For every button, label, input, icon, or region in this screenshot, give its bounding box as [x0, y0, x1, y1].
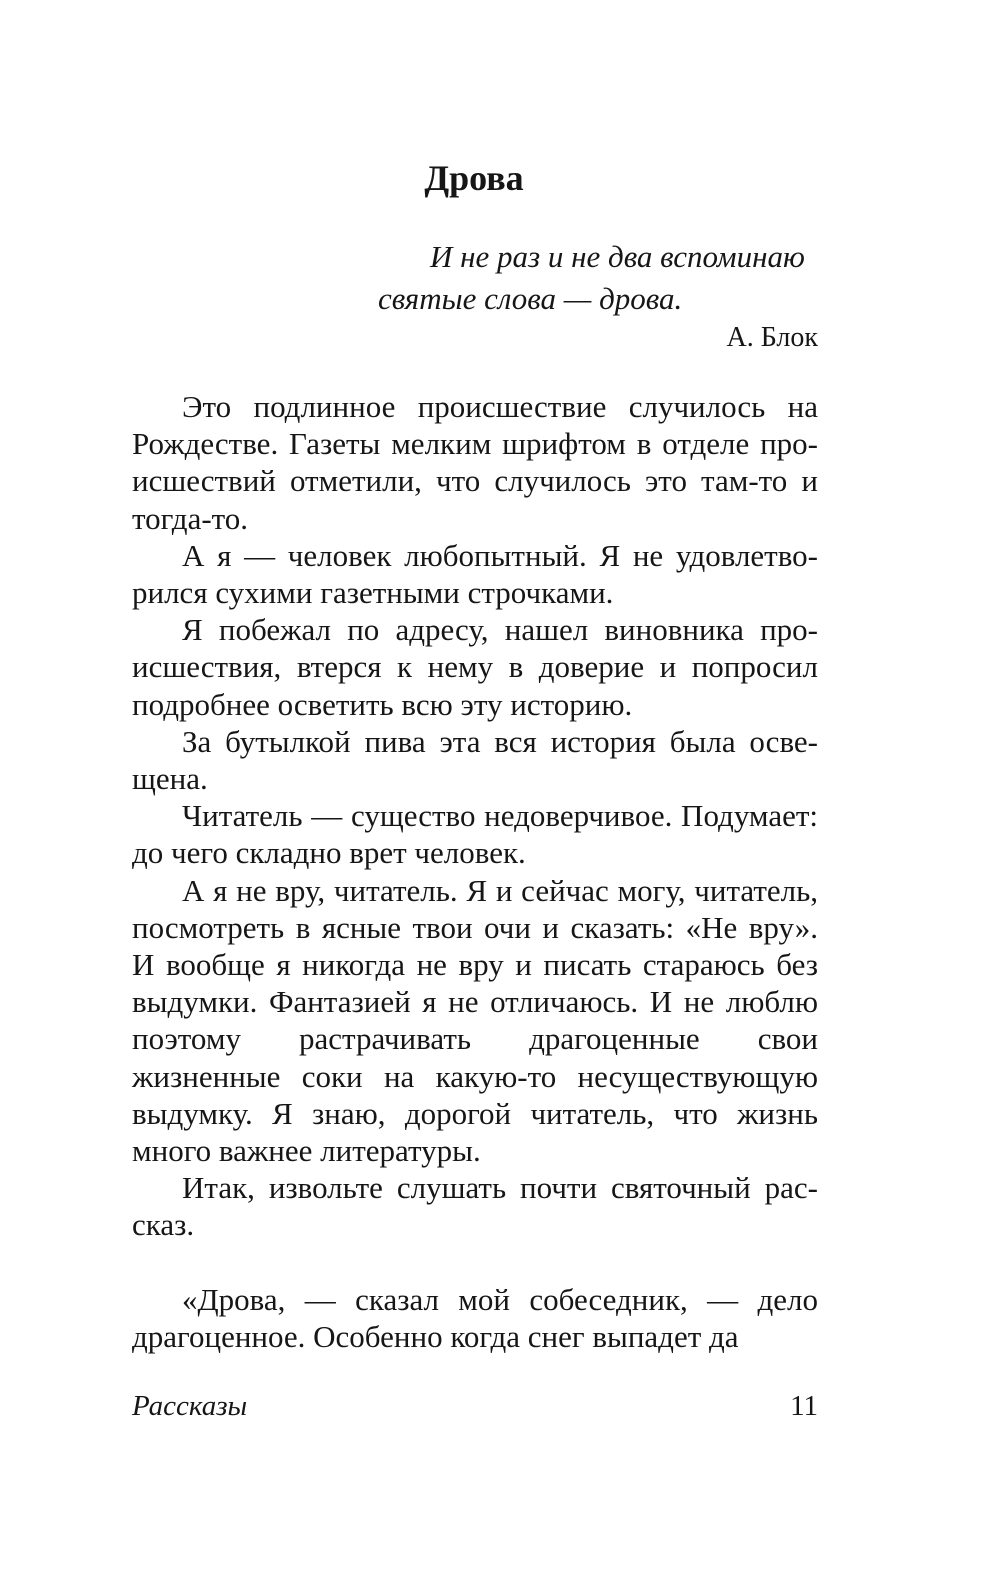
- paragraph: Я побежал по адресу, нашел виновника происшествия, втерся к нему в доверие и попросил подробнее осветить всю эту историю.: [132, 612, 818, 722]
- page-number: 11: [790, 1390, 818, 1422]
- paragraph: Итак, извольте слушать почти святочный рассказ.: [132, 1170, 818, 1243]
- paragraph: А я — человек любопытный. Я не удовлетворился сухими газетными строчками.: [132, 537, 818, 611]
- epigraph-line: святые слова — дрова.: [378, 281, 683, 316]
- story-text: [132, 388, 818, 1355]
- epigraph-author: А. Блок: [726, 322, 818, 353]
- running-footer-section: Рассказы: [132, 1390, 248, 1422]
- paragraph: Читатель — существо недоверчивое. Подумает: до чего складно врет человек.: [132, 798, 818, 871]
- epigraph-line: И не раз и не два вспоминаю: [430, 239, 805, 274]
- paragraph: «Дрова, — сказал мой собеседник, — дело драгоценное. Особенно когда снег выпадет да: [132, 1281, 818, 1354]
- paragraph: За бутылкой пива эта вся история была освещена.: [132, 723, 818, 797]
- paragraph: А я не вру, читатель. Я и сейчас могу, читатель, посмотреть в ясные твои очи и сказать: «Не вру». И вообще я никогда не вру и писать стараюсь без выдумки. Фантазией я не отличаюсь. И не люблю поэтому растрачивать драгоценные свои жизненные соки на какую-то несуществующую выдумку. Я знаю, дорогой читатель, что жизнь много важнее литературы.: [132, 872, 818, 1169]
- page-title: Дрова: [424, 158, 524, 198]
- paragraph: Это подлинное происшествие случилось на Рождестве. Газеты мелким шрифтом в отделе происшествий отметили, что случилось это там-то и тогда-то.: [132, 389, 818, 536]
